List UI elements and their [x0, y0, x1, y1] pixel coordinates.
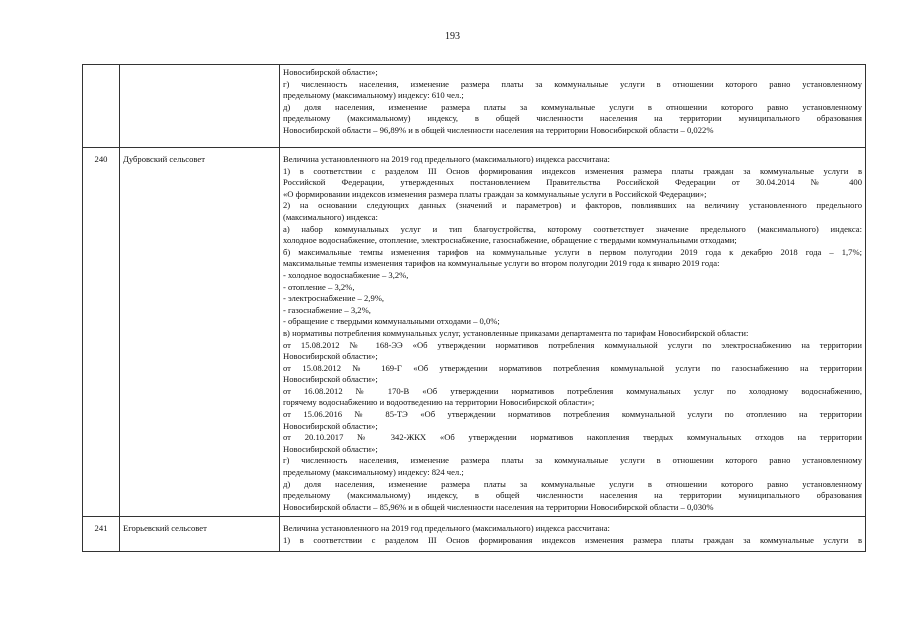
municipality-name: Егорьевский сельсовет [123, 523, 207, 534]
description-cell [280, 148, 866, 517]
row-number: 241 [94, 523, 108, 534]
document-table [82, 64, 866, 552]
description-line: предельному (максимальному) индексу, в общей численности населения на территории муниципального образования [283, 113, 862, 124]
description-line: от 16.08.2012 № 170-В «Об утверждении нормативов потребления коммунальных услуг по холодному водоснабжению, [283, 385, 862, 396]
description-line: а) набор коммунальных услуг и тип благоустройства, которому соответствует значение предельного (максимального) индекса: [283, 223, 862, 234]
description-line: Новосибирской области – 85,96% и в общей численности населения на территории Новосибирской области – 0,030% [283, 501, 714, 512]
description-line: - холодное водоснабжение – 3,2%, [283, 269, 409, 280]
table-row [83, 517, 866, 552]
description-line: г) численность населения, изменение размера платы за коммунальные услуги в отношении которого равно установленному [283, 455, 862, 466]
row-number-cell [83, 148, 120, 517]
description-line: Российской Федерации, утвержденных постановлением Правительства Российской Федерации от 30.04.2014 № 400 [283, 177, 862, 188]
description-line: в) нормативы потребления коммунальных услуг, установленные приказами департамента по тарифам Новосибирской области: [283, 327, 749, 338]
description-line: - обращение с твердыми коммунальными отходами – 0,0%; [283, 316, 500, 327]
description-line: Новосибирской области»; [283, 374, 378, 385]
table-row [83, 65, 866, 148]
description-line: от 15.06.2016 № 85-ТЭ «Об утверждении нормативов потребления коммунальной услуги по отоплению на территории [283, 409, 862, 420]
document-table-body [83, 65, 866, 552]
description-line: Величина установленного на 2019 год предельного (максимального) индекса рассчитана: [283, 154, 610, 164]
description-line: - электроснабжение – 2,9%, [283, 293, 385, 304]
municipality-name: Дубровский сельсовет [123, 154, 205, 164]
description-line: Новосибирской области»; [283, 67, 378, 77]
description-line: 1) в соответствии с разделом III Основ формирования индексов изменения размера платы граждан за коммунальные услуги в [283, 535, 862, 545]
municipality-name-cell [120, 517, 280, 552]
description-line: 1) в соответствии с разделом III Основ формирования индексов изменения размера платы граждан за коммунальные услуги в [283, 165, 862, 176]
description-line: максимальные темпы изменения тарифов на коммунальные услуги во втором полугодии 2019 года к январю 2019 года: [283, 258, 720, 269]
description-line: предельному (максимальному) индексу, в общей численности населения на территории муниципального образования [283, 490, 862, 501]
description-line: (максимального) индекса: [283, 211, 378, 222]
description-line: от 15.08.2012 № 169-Г «Об утверждении нормативов потребления коммунальной услуги по газоснабжению на территории [283, 362, 862, 373]
table-row [83, 148, 866, 517]
description-line: д) доля населения, изменение размера платы за коммунальные услуги в отношении которого равно установленному [283, 101, 862, 112]
description-line: предельному (максимальному) индексу: 610 чел.; [283, 90, 464, 101]
row-number-cell [83, 65, 120, 148]
description-line: - газоснабжение – 3,2%, [283, 304, 371, 315]
description-line: «О формировании индексов изменения размера платы граждан за коммунальные услуги в Российской Федерации»; [283, 188, 707, 199]
description-line: Величина установленного на 2019 год предельного (максимального) индекса рассчитана: [283, 523, 610, 534]
description-line: предельному (максимальному) индексу: 824 чел.; [283, 467, 464, 478]
description-cell [280, 65, 866, 148]
page-number: 193 [445, 31, 460, 42]
description-line: Новосибирской области»; [283, 443, 378, 454]
description-line: Новосибирской области»; [283, 351, 378, 362]
row-number: 240 [94, 154, 108, 164]
description-line: горячему водоснабжению и водоотведению на территории Новосибирской области»; [283, 397, 595, 408]
description-line: холодное водоснабжение, отопление, электроснабжение, газоснабжение, обращение с твердыми коммунальными отходами; [283, 235, 737, 246]
municipality-name-cell [120, 148, 280, 517]
description-line: 2) на основании следующих данных (значений и параметров) и факторов, повлиявших на величину установленного предельного [283, 200, 862, 211]
description-line: Новосибирской области»; [283, 420, 378, 431]
description-line: г) численность населения, изменение размера платы за коммунальные услуги в отношении которого равно установленному [283, 78, 862, 89]
description-line: - отопление – 3,2%, [283, 281, 355, 292]
description-line: Новосибирской области – 96,89% и в общей численности населения на территории Новосибирской области – 0,022% [283, 124, 714, 135]
description-cell [280, 517, 866, 552]
description-line: от 15.08.2012 № 168-ЭЭ «Об утверждении нормативов потребления коммунальной услуги по электроснабжению на территории [283, 339, 862, 350]
row-number-cell [83, 517, 120, 552]
description-line: б) максимальные темпы изменения тарифов на коммунальные услуги в первом полугодии 2019 года к декабрю 2018 года – 1,7%; [283, 246, 862, 257]
description-line: д) доля населения, изменение размера платы за коммунальные услуги в отношении которого равно установленному [283, 478, 862, 489]
municipality-name-cell [120, 65, 280, 148]
description-line: от 20.10.2017 № 342-ЖКХ «Об утверждении нормативов накопления твердых коммунальных отходов на территории [283, 432, 862, 443]
